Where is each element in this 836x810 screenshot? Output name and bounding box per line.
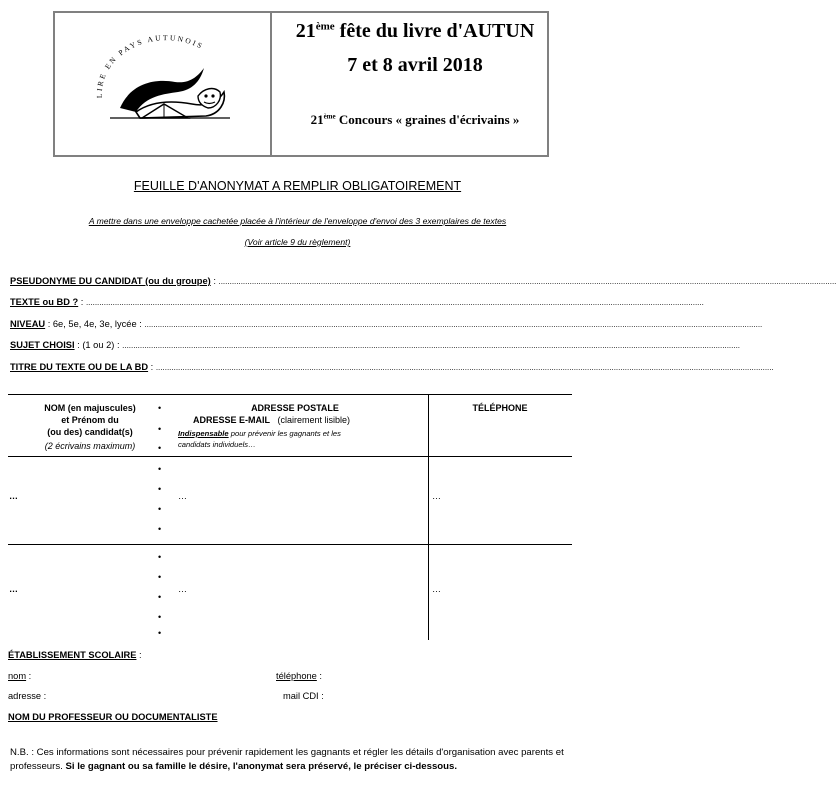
row2-address-cell[interactable]: … [178, 584, 187, 594]
form-title: FEUILLE D'ANONYMAT A REMPLIR OBLIGATOIREMENT [133, 179, 462, 193]
table-col-divider [428, 394, 429, 640]
event-title: 21ème fête du livre d'AUTUN [295, 20, 535, 42]
logo-lire-en-pays-autunois [80, 30, 250, 130]
instruction-line-2: (Voir article 9 du règlement) [244, 237, 351, 247]
header-email-note-line2: candidats individuels… [178, 440, 256, 449]
field-pseudonyme[interactable]: PSEUDONYME DU CANDIDAT (ou du groupe) : ...................................................................................................................................................................................................................................................................................... [10, 276, 836, 286]
adresse-field[interactable]: adresse : [8, 691, 47, 701]
nb-note: N.B. : Ces informations sont nécessaires pour prévenir rapidement les gagnants et régler les détails d'organisation avec parents et professeurs. Si le gagnant ou sa famille le désire, l'anonymat sera préservé, le préciser ci-dessous. [10, 747, 564, 772]
field-sujet[interactable]: SUJET CHOISI : (1 ou 2) : ...................................................................................................................................................................................................................................................................................... [10, 340, 741, 350]
header-telephone: TÉLÉPHONE [472, 403, 528, 413]
field-titre[interactable]: TITRE DU TEXTE OU DE LA BD : ...................................................................................................................................................................................................................................................................................... [10, 362, 774, 372]
header-email-note: Indispensable pour prévenir les gagnants et les [178, 429, 341, 438]
field-texte-bd[interactable]: TEXTE ou BD ? : ...................................................................................................................................................................................................................................................................................... [10, 297, 704, 307]
header-adresse-postale: ADRESSE POSTALE [251, 403, 339, 413]
table-header-border [8, 456, 572, 457]
row1-phone-cell[interactable]: … [432, 491, 441, 501]
header-nom-note: (2 écrivains maximum) [44, 441, 136, 451]
professeur-label: NOM DU PROFESSEUR OU DOCUMENTALISTE [8, 712, 218, 722]
event-dates: 7 et 8 avril 2018 [347, 54, 483, 76]
instruction-line-1: A mettre dans une enveloppe cachetée placée à l'intérieur de l'enveloppe d'envoi des 3 exemplaires de textes [88, 216, 507, 226]
bullet: • [158, 572, 162, 582]
bullet: • [158, 484, 162, 494]
row2-phone-cell[interactable]: … [432, 584, 441, 594]
logo-text: LIRE EN PAYS AUTUNOIS [94, 33, 206, 99]
table-row-divider [8, 544, 572, 545]
header-nom-line2: et Prénom du [61, 415, 119, 425]
nom-field[interactable]: nom : [8, 671, 32, 681]
bullet: • [158, 443, 162, 453]
bullet: • [158, 403, 162, 413]
table-top-border [8, 394, 572, 395]
contest-title: 21ème Concours « graines d'écrivains » [310, 112, 520, 127]
etablissement-label: ÉTABLISSEMENT SCOLAIRE : [8, 650, 142, 660]
row1-name-cell[interactable]: … [9, 491, 18, 501]
bullet: • [158, 628, 162, 638]
row2-name-cell[interactable]: … [9, 584, 18, 594]
bullet: • [158, 592, 162, 602]
bullet: • [158, 464, 162, 474]
bullet: • [158, 552, 162, 562]
bullet: • [158, 524, 162, 534]
header-nom-line3: (ou des) candidat(s) [47, 427, 133, 437]
mail-cdi-field[interactable]: mail CDI : [283, 691, 324, 701]
header-divider [270, 11, 272, 157]
bullet: • [158, 504, 162, 514]
telephone-field[interactable]: téléphone : [276, 671, 323, 681]
header-nom-line1: NOM (en majuscules) [44, 403, 136, 413]
field-niveau[interactable]: NIVEAU : 6e, 5e, 4e, 3e, lycée : ...................................................................................................................................................................................................................................................................................... [10, 319, 763, 329]
bullet: • [158, 612, 162, 622]
row1-address-cell[interactable]: … [178, 491, 187, 501]
header-adresse-email: ADRESSE E-MAIL (clairement lisible) [193, 415, 351, 425]
bullet: • [158, 424, 162, 434]
